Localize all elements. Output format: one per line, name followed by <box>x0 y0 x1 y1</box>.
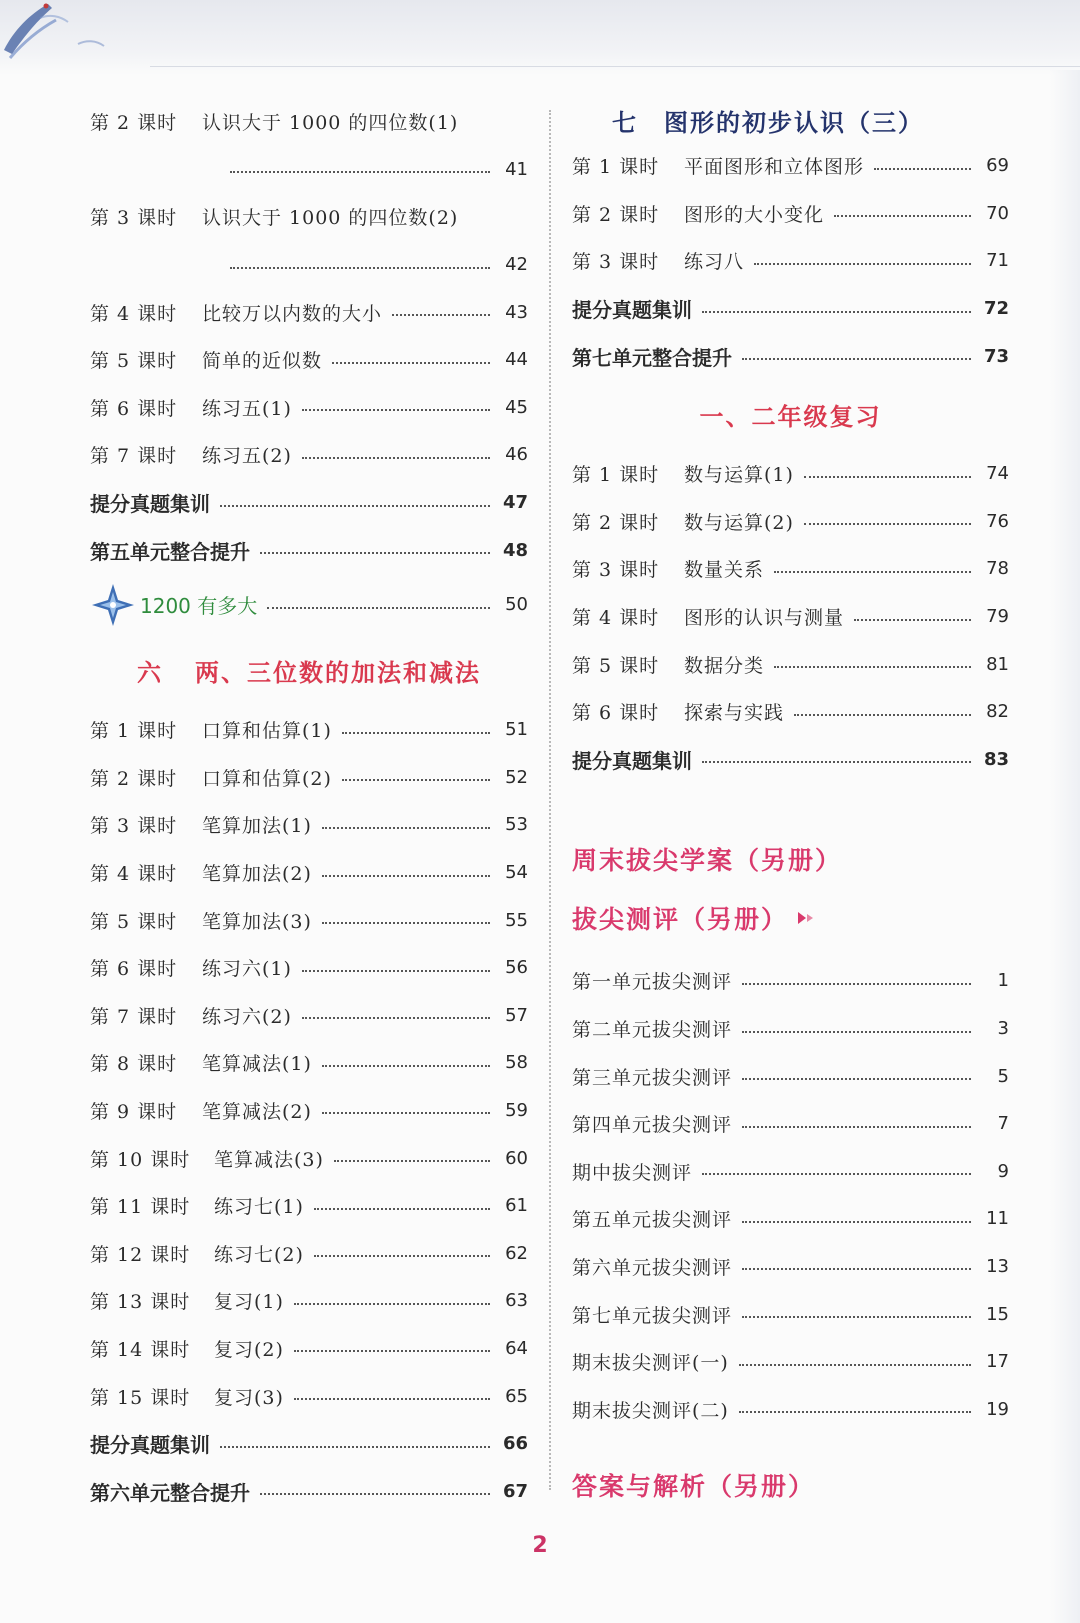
leader-dots <box>314 1255 490 1257</box>
lesson-title: 比较万以内数的大小 <box>202 302 383 325</box>
toc-entry[interactable] <box>572 142 1009 190</box>
answer-booklet-title: 答案与解析（另册） <box>572 1472 816 1502</box>
lesson-title: 笔算加法(1) <box>202 815 312 838</box>
lesson-number: 第 2 课时 <box>572 511 660 534</box>
lesson-title: 笔算减法(2) <box>202 1100 312 1123</box>
activity-entry[interactable] <box>90 574 528 636</box>
lesson-title: 练习六(2) <box>202 1005 292 1028</box>
page-ref: 11 <box>986 1208 1009 1230</box>
lesson-title: 数与运算(2) <box>684 511 794 534</box>
page-ref: 83 <box>983 748 1009 770</box>
leader-dots <box>702 311 971 313</box>
page-ref: 1 <box>997 970 1009 992</box>
toc-entry[interactable] <box>90 801 528 849</box>
leader-dots <box>302 409 490 411</box>
page-ref: 70 <box>986 202 1009 224</box>
lesson-title: 复习(2) <box>214 1338 284 1361</box>
leader-dots <box>294 1350 490 1352</box>
page-ref: 78 <box>986 558 1009 580</box>
leader-dots <box>334 1160 490 1162</box>
toc-entry[interactable] <box>90 1277 528 1325</box>
review-summary-list <box>572 736 1009 784</box>
toc-entry[interactable] <box>90 706 528 754</box>
page-ref: 73 <box>983 345 1009 367</box>
leader-dots <box>742 1126 971 1128</box>
leader-dots <box>230 171 490 173</box>
lesson-title: 简单的近似数 <box>202 350 323 373</box>
lesson-number: 第 1 课时 <box>572 464 660 487</box>
test-booklet-title: 拔尖测评（另册） <box>572 905 789 935</box>
page-ref: 51 <box>505 719 528 741</box>
lesson-number: 第 1 课时 <box>572 156 660 179</box>
page-ref: 58 <box>505 1052 528 1074</box>
leader-dots <box>742 1268 971 1270</box>
test-title: 第五单元拔尖测评 <box>572 1209 733 1232</box>
test-title: 期末拔尖测评(一) <box>572 1352 729 1375</box>
lesson-number: 第 7 课时 <box>90 445 178 468</box>
summary-entry[interactable] <box>572 285 1009 333</box>
lesson-number: 第 2 课时 <box>90 112 178 135</box>
toc-entry[interactable] <box>90 1229 528 1277</box>
toc-entry[interactable] <box>90 896 528 944</box>
lesson-number: 第 4 课时 <box>572 607 660 630</box>
leader-dots <box>754 263 971 265</box>
weekend-booklet-heading[interactable] <box>572 783 1009 879</box>
page-ref: 5 <box>997 1065 1009 1087</box>
lesson-title: 数与运算(1) <box>684 464 794 487</box>
page-ref: 60 <box>505 1147 528 1169</box>
lesson-number: 第 3 课时 <box>572 559 660 582</box>
leader-dots <box>742 1221 971 1223</box>
leader-dots <box>742 983 971 985</box>
leader-dots <box>739 1364 971 1366</box>
leader-dots <box>302 970 490 972</box>
page-ref: 17 <box>986 1351 1009 1373</box>
page-ref: 79 <box>986 606 1009 628</box>
toc-entry[interactable] <box>90 1134 528 1182</box>
lesson-number: 第 8 课时 <box>90 1053 178 1076</box>
summary-title: 提分真题集训 <box>572 298 692 323</box>
lesson-title: 平面图形和立体图形 <box>684 156 865 179</box>
lesson-number: 第 10 课时 <box>90 1148 191 1171</box>
page-ref: 55 <box>505 909 528 931</box>
toc-entry[interactable] <box>90 1372 528 1420</box>
lesson-list-unit6 <box>90 706 528 1420</box>
toc-entry[interactable] <box>572 593 1009 641</box>
lesson-number: 第 6 课时 <box>572 702 660 725</box>
test-title: 第三单元拔尖测评 <box>572 1066 733 1089</box>
test-title: 期中拔尖测评 <box>572 1161 693 1184</box>
summary-title: 提分真题集训 <box>90 492 210 517</box>
lesson-number: 第 2 课时 <box>572 203 660 226</box>
page-ref: 57 <box>505 1004 528 1026</box>
lesson-title: 口算和估算(2) <box>202 767 332 790</box>
lesson-number: 第 3 课时 <box>90 815 178 838</box>
leader-dots <box>332 362 490 364</box>
page-ref: 76 <box>986 510 1009 532</box>
leader-dots <box>322 827 490 829</box>
lesson-number: 第 9 课时 <box>90 1100 178 1123</box>
lesson-title: 口算和估算(1) <box>202 720 332 743</box>
summary-entry[interactable] <box>90 479 528 527</box>
toc-entry[interactable] <box>90 754 528 802</box>
lesson-number: 第 4 课时 <box>90 302 178 325</box>
page-ref: 41 <box>505 158 528 180</box>
page-ref: 47 <box>502 492 528 514</box>
test-entry[interactable] <box>572 1243 1009 1291</box>
summary-title: 第六单元整合提升 <box>90 1480 250 1505</box>
toc-entry[interactable] <box>90 944 528 992</box>
unit7-summary-list <box>572 285 1009 380</box>
toc-entry[interactable] <box>572 640 1009 688</box>
test-title: 期末拔尖测评(二) <box>572 1399 729 1422</box>
summary-title: 提分真题集训 <box>90 1433 210 1458</box>
page-ref: 72 <box>983 298 1009 320</box>
lesson-title: 笔算加法(2) <box>202 863 312 886</box>
leader-dots <box>702 1173 971 1175</box>
page-ref: 71 <box>986 250 1009 272</box>
lesson-title: 笔算减法(3) <box>214 1148 324 1171</box>
section-heading-review <box>572 380 1009 450</box>
page-ref: 3 <box>997 1018 1009 1040</box>
toc-entry[interactable] <box>90 384 528 432</box>
lesson-title: 数据分类 <box>684 654 765 677</box>
lesson-number: 第 4 课时 <box>90 863 178 886</box>
leader-dots <box>742 1078 971 1080</box>
lesson-title: 笔算加法(3) <box>202 910 312 933</box>
toc-left-column <box>90 98 528 1515</box>
test-entry[interactable] <box>572 1338 1009 1386</box>
section-number: 七 <box>612 108 638 137</box>
lesson-number: 第 2 课时 <box>90 767 178 790</box>
page-ref: 43 <box>505 301 528 323</box>
leader-dots <box>742 1031 971 1033</box>
page-ref: 50 <box>505 594 528 616</box>
summary-entry[interactable] <box>90 1467 528 1515</box>
leader-dots <box>230 267 490 269</box>
page-ref: 81 <box>986 653 1009 675</box>
summary-entry[interactable] <box>572 736 1009 784</box>
summary-entry[interactable] <box>90 1420 528 1468</box>
summary-title: 第五单元整合提升 <box>90 539 250 564</box>
toc-entry[interactable] <box>90 1087 528 1135</box>
lesson-number: 第 11 课时 <box>90 1196 191 1219</box>
page-ref: 19 <box>986 1398 1009 1420</box>
answer-booklet-heading[interactable] <box>572 1433 1009 1503</box>
test-entry[interactable] <box>572 1005 1009 1053</box>
page-ref: 7 <box>997 1113 1009 1135</box>
test-title: 第四单元拔尖测评 <box>572 1114 733 1137</box>
toc-entry[interactable] <box>572 688 1009 736</box>
page-ref: 45 <box>505 396 528 418</box>
leader-dots <box>260 552 490 554</box>
leader-dots <box>302 457 490 459</box>
lesson-title: 图形的认识与测量 <box>684 607 845 630</box>
lesson-list-unit5 <box>90 98 528 479</box>
page-ref: 65 <box>505 1385 528 1407</box>
star-compass-icon <box>90 582 136 628</box>
toc-right-column <box>572 98 1009 1503</box>
lesson-title: 复习(3) <box>214 1386 284 1409</box>
page-ref: 69 <box>986 155 1009 177</box>
lesson-title: 探索与实践 <box>684 702 785 725</box>
toc-entry[interactable] <box>90 1039 528 1087</box>
section-heading-unit7 <box>572 98 1009 142</box>
page-ref: 61 <box>505 1195 528 1217</box>
leader-dots <box>220 505 490 507</box>
unit5-summary-list <box>90 479 528 574</box>
lesson-title: 认识大于 1000 的四位数(1) <box>202 112 459 135</box>
toc-entry[interactable] <box>90 1182 528 1230</box>
toc-entry[interactable] <box>90 336 528 384</box>
section-number: 六 <box>137 659 163 688</box>
leader-dots <box>794 714 971 716</box>
lesson-title: 练习五(2) <box>202 445 292 468</box>
page-ref: 64 <box>505 1337 528 1359</box>
leader-dots <box>267 607 490 609</box>
lesson-title: 数量关系 <box>684 559 765 582</box>
leader-dots <box>739 1411 971 1413</box>
activity-title: 1200 有多大 <box>140 594 258 619</box>
leader-dots <box>874 168 971 170</box>
leader-dots <box>342 732 490 734</box>
lesson-number: 第 3 课时 <box>90 207 178 230</box>
lesson-number: 第 3 课时 <box>572 251 660 274</box>
leader-dots <box>260 1493 490 1495</box>
leader-dots <box>804 476 971 478</box>
section-title: 图形的初步认识（三） <box>664 108 924 137</box>
leader-dots <box>302 1017 490 1019</box>
toc-entry[interactable] <box>90 431 528 479</box>
page-ref: 13 <box>986 1255 1009 1277</box>
lesson-title: 练习七(1) <box>214 1196 304 1219</box>
lesson-title: 图形的大小变化 <box>684 203 825 226</box>
leader-dots <box>804 523 971 525</box>
toc-entry[interactable] <box>90 146 528 194</box>
page-ref: 62 <box>505 1242 528 1264</box>
unit6-summary-list <box>90 1420 528 1515</box>
page-ref: 44 <box>505 349 528 371</box>
page-ref: 56 <box>505 957 528 979</box>
test-entry[interactable] <box>572 1290 1009 1338</box>
column-divider <box>549 110 551 1490</box>
page-ref: 53 <box>505 814 528 836</box>
lesson-title: 练习八 <box>684 251 745 274</box>
lesson-title: 练习七(2) <box>214 1243 304 1266</box>
section-heading-unit6 <box>90 636 528 706</box>
test-entry[interactable] <box>572 1052 1009 1100</box>
page-ref: 63 <box>505 1290 528 1312</box>
lesson-title: 练习五(1) <box>202 397 292 420</box>
feather-decoration-icon <box>0 0 130 72</box>
toc-entry[interactable] <box>572 237 1009 285</box>
leader-dots <box>342 779 490 781</box>
leader-dots <box>322 1112 490 1114</box>
section-title: 两、三位数的加法和减法 <box>195 659 481 688</box>
lesson-title: 认识大于 1000 的四位数(2) <box>202 207 459 230</box>
toc-entry[interactable] <box>90 992 528 1040</box>
page-ref: 67 <box>502 1480 528 1502</box>
toc-entry[interactable] <box>90 241 528 289</box>
weekend-booklet-title: 周末拔尖学案（另册） <box>572 846 843 876</box>
leader-dots <box>742 358 971 360</box>
leader-dots <box>322 1065 490 1067</box>
leader-dots <box>322 922 490 924</box>
lesson-number: 第 12 课时 <box>90 1243 191 1266</box>
page-ref: 48 <box>502 539 528 561</box>
page-ref: 42 <box>505 254 528 276</box>
leader-dots <box>702 761 971 763</box>
leader-dots <box>854 619 971 621</box>
lesson-title: 复习(1) <box>214 1291 284 1314</box>
toc-entry[interactable] <box>90 1325 528 1373</box>
test-title: 第二单元拔尖测评 <box>572 1019 733 1042</box>
lesson-number: 第 14 课时 <box>90 1338 191 1361</box>
leader-dots <box>220 1446 490 1448</box>
leader-dots <box>834 215 971 217</box>
lesson-number: 第 7 课时 <box>90 1005 178 1028</box>
double-arrow-icon <box>796 909 820 927</box>
toc-entry[interactable] <box>572 498 1009 546</box>
toc-entry[interactable] <box>572 190 1009 238</box>
test-entry[interactable] <box>572 1385 1009 1433</box>
leader-dots <box>392 314 490 316</box>
lesson-list-review <box>572 450 1009 736</box>
test-entry[interactable] <box>572 1100 1009 1148</box>
page-ref: 82 <box>986 701 1009 723</box>
lesson-number: 第 6 课时 <box>90 397 178 420</box>
page-ref: 46 <box>505 444 528 466</box>
lesson-title: 练习六(1) <box>202 958 292 981</box>
test-title: 第一单元拔尖测评 <box>572 971 733 994</box>
toc-entry[interactable] <box>90 849 528 897</box>
summary-title: 第七单元整合提升 <box>572 345 732 370</box>
toc-entry[interactable] <box>572 450 1009 498</box>
test-list <box>572 957 1009 1433</box>
page-ref: 59 <box>505 1099 528 1121</box>
summary-entry[interactable] <box>572 332 1009 380</box>
test-booklet-heading[interactable] <box>572 879 1009 957</box>
page-ref: 52 <box>505 766 528 788</box>
lesson-number: 第 1 课时 <box>90 720 178 743</box>
leader-dots <box>314 1208 490 1210</box>
test-entry[interactable] <box>572 1195 1009 1243</box>
summary-entry[interactable] <box>90 526 528 574</box>
leader-dots <box>294 1303 490 1305</box>
lesson-number: 第 5 课时 <box>90 910 178 933</box>
page-edge-shadow <box>1050 70 1080 1623</box>
lesson-number: 第 15 课时 <box>90 1386 191 1409</box>
leader-dots <box>322 875 490 877</box>
summary-title: 提分真题集训 <box>572 748 692 773</box>
toc-entry[interactable] <box>90 288 528 336</box>
lesson-list-unit7 <box>572 142 1009 285</box>
toc-entry[interactable] <box>90 193 528 241</box>
section-title: 一、二年级复习 <box>699 403 882 432</box>
lesson-number: 第 6 课时 <box>90 958 178 981</box>
test-title: 第六单元拔尖测评 <box>572 1256 733 1279</box>
page-ref: 54 <box>505 862 528 884</box>
lesson-number: 第 5 课时 <box>572 654 660 677</box>
lesson-title: 笔算减法(1) <box>202 1053 312 1076</box>
page-ref: 66 <box>502 1433 528 1455</box>
test-entry[interactable] <box>572 1148 1009 1196</box>
header-rule <box>150 66 1080 67</box>
page-ref: 74 <box>986 463 1009 485</box>
leader-dots <box>774 666 971 668</box>
leader-dots <box>742 1316 971 1318</box>
page-number: 2 <box>532 1533 548 1558</box>
toc-entry[interactable] <box>90 98 528 146</box>
page-ref: 15 <box>986 1303 1009 1325</box>
page-ref: 9 <box>997 1160 1009 1182</box>
leader-dots <box>294 1398 490 1400</box>
lesson-number: 第 13 课时 <box>90 1291 191 1314</box>
lesson-number: 第 5 课时 <box>90 350 178 373</box>
test-entry[interactable] <box>572 957 1009 1005</box>
leader-dots <box>774 571 971 573</box>
header-band <box>0 0 1080 75</box>
toc-entry[interactable] <box>572 545 1009 593</box>
test-title: 第七单元拔尖测评 <box>572 1304 733 1327</box>
